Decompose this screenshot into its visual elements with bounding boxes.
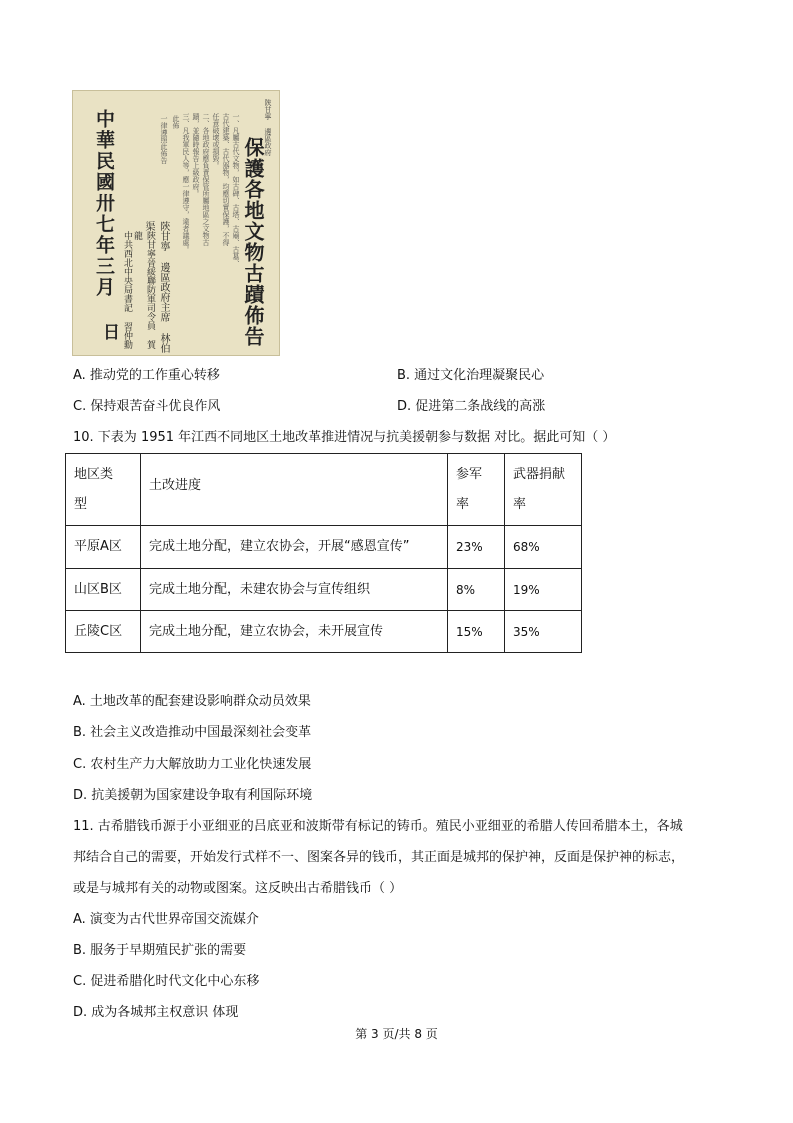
q10-option-a: A. 土地改革的配套建设影响群众动员效果 bbox=[73, 694, 311, 709]
q11-stem-line2: 邦结合自己的需要，开始发行式样不一、图案各异的钱币，其正面是城邦的保护神，反面是保护神的标志， bbox=[73, 850, 685, 865]
page-footer: 第 3 页/共 8 页 bbox=[355, 1027, 438, 1041]
header-donation-rate-l2: 率 bbox=[513, 496, 527, 512]
proclamation-header: 陝甘寧 邊區政府 bbox=[264, 99, 272, 156]
q11-stem-line3: 或是与城邦有关的动物或图案。这反映出古希腊钱币（ ） bbox=[73, 881, 403, 896]
q9-option-d: D. 促进第二条战线的高涨 bbox=[397, 399, 546, 414]
body-line: 古代建築、古代器物，均應切實保護，不得 bbox=[222, 113, 230, 246]
table-cell: 8% bbox=[448, 569, 505, 611]
q9-option-a: A. 推动党的工作重心转移 bbox=[73, 368, 220, 383]
q11-option-c: C. 促进希腊化时代文化中心东移 bbox=[73, 974, 260, 989]
table-cell: 山区B区 bbox=[66, 569, 141, 611]
q11-stem-line1: 11. 古希腊钱币源于小亚细亚的吕底亚和波斯带有标记的铸币。殖民小亚细亚的希腊人传回希腊本土，各城 bbox=[73, 819, 683, 834]
table-cell: 15% bbox=[448, 611, 505, 653]
body-line: 一、凡屬古代文物，如古碑、古塔、古廟、古墓、 bbox=[232, 113, 240, 267]
header-cell bbox=[141, 454, 448, 526]
header-cell bbox=[448, 454, 505, 526]
body-line: 此佈 bbox=[172, 115, 180, 129]
table-header-row bbox=[66, 454, 582, 526]
q10-option-b: B. 社会主义改造推动中国最深刻社会变革 bbox=[73, 725, 312, 740]
table-cell: 68% bbox=[505, 526, 582, 569]
body-line: 蹟，並隨時報告上級政府。 bbox=[192, 113, 200, 197]
table-cell: 完成土地分配，建立农协会，未开展宣传 bbox=[141, 611, 448, 653]
table-row bbox=[66, 569, 582, 611]
date-column: 中華民國卅七年三月 bbox=[93, 109, 115, 298]
table-cell: 丘陵C区 bbox=[66, 611, 141, 653]
q11-option-d: D. 成为各城邦主权意识 体现 bbox=[73, 1005, 239, 1020]
table-row bbox=[66, 611, 582, 653]
proclamation-title: 保護各地文物古蹟佈告 bbox=[241, 137, 265, 347]
header-region-type-l1: 地区类 bbox=[74, 466, 114, 482]
q9-option-b: B. 通过文化治理凝聚民心 bbox=[397, 368, 545, 383]
table-cell: 平原A区 bbox=[66, 526, 141, 569]
header-region-type-l2: 型 bbox=[74, 496, 88, 512]
header-donation-rate-l1: 武器捐献 bbox=[513, 466, 566, 482]
header-cell bbox=[66, 454, 141, 526]
q11-option-a: A. 演变为古代世界帝国交流媒介 bbox=[73, 912, 259, 927]
body-line: 二、各地政府應負責保管所屬地區之文物古 bbox=[202, 113, 210, 246]
date-day: 日 bbox=[99, 323, 119, 340]
body-line: 三、凡我軍民人等，應一律遵守，違者議處。 bbox=[182, 113, 190, 253]
q10-option-c: C. 农村生产力大解放助力工业化快速发展 bbox=[73, 757, 312, 772]
signer-line-1: 陝甘寧 邊區政府主席 林伯渠 bbox=[143, 221, 169, 353]
land-reform-table bbox=[65, 453, 582, 653]
q9-option-c: C. 保持艰苦奋斗优良作风 bbox=[73, 399, 221, 414]
signer-line-2: 陝甘寧晉綏聯防軍司令員 賀龍 bbox=[132, 231, 155, 349]
table-cell: 完成土地分配，未建农协会与宣传组织 bbox=[141, 569, 448, 611]
q10-option-d: D. 抗美援朝为国家建设争取有利国际环境 bbox=[73, 788, 313, 803]
table-row bbox=[66, 526, 582, 569]
body-line: 任意破壞或損毀。 bbox=[212, 113, 220, 169]
header-cell bbox=[505, 454, 582, 526]
header-enlist-rate-l2: 率 bbox=[456, 496, 470, 512]
header-enlist-rate-l1: 参军 bbox=[456, 466, 483, 482]
table-cell: 35% bbox=[505, 611, 582, 653]
table-cell: 23% bbox=[448, 526, 505, 569]
q11-option-b: B. 服务于早期殖民扩张的需要 bbox=[73, 943, 247, 958]
body-line: 一律遵照此佈告 bbox=[160, 115, 168, 164]
signer-line-3: 中共西北中央局書記 習仲勳 bbox=[122, 231, 132, 349]
header-progress: 土改进度 bbox=[149, 477, 202, 493]
table-cell: 19% bbox=[505, 569, 582, 611]
q10-stem: 10. 下表为 1951 年江西不同地区土地改革推进情况与抗美援朝参与数据 对比。据此可知（ ） bbox=[73, 430, 616, 445]
historical-proclamation-image bbox=[72, 90, 280, 356]
table-cell: 完成土地分配，建立农协会，开展“感恩宣传” bbox=[141, 526, 448, 569]
